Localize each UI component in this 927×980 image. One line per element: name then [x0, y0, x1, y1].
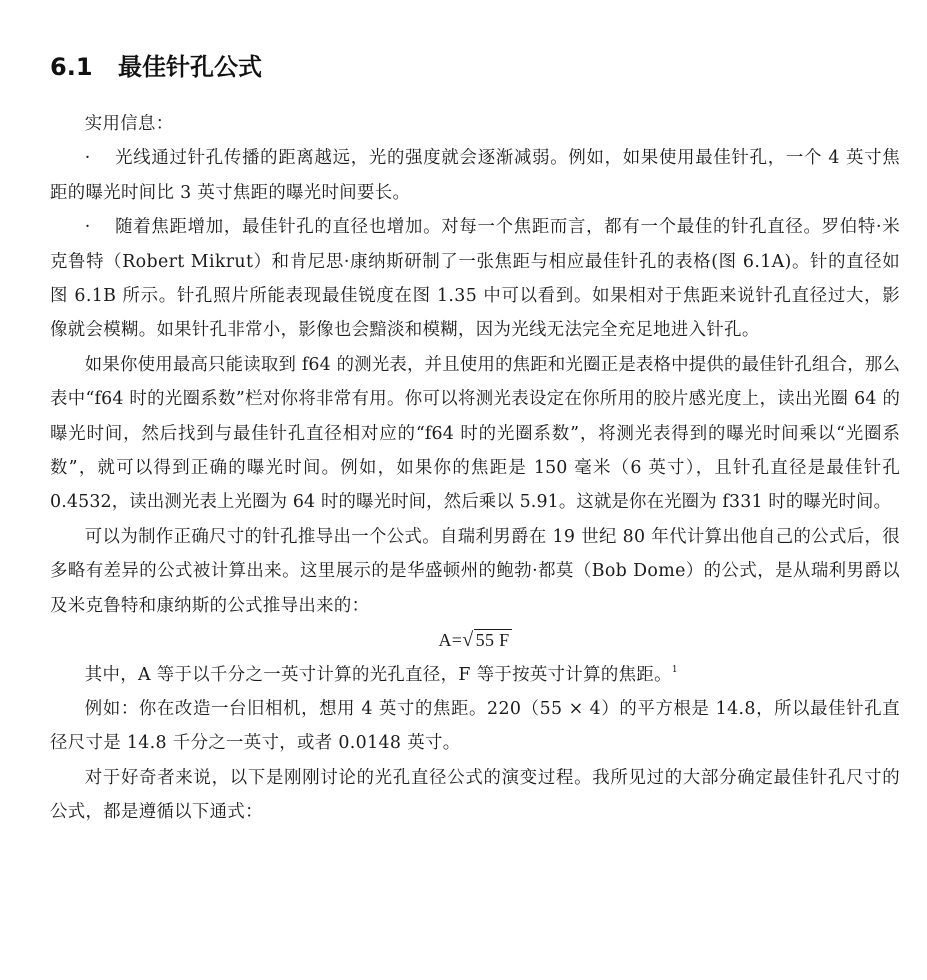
formula-radicand: 55 F	[475, 630, 510, 651]
bullet-text: 随着焦距增加，最佳针孔的直径也增加。对每一个焦距而言，都有一个最佳的针孔直径。罗伯特·米克鲁特（Robert Mikrut）和肯尼思·康纳斯研制了一张焦距与相应最佳针孔的表格(图 6.1A)。针的直径如图 6.1B 所示。针孔照片所能表现最佳锐度在图 1.35 中可以看到。如果相对于焦距来说针孔直径过大，影像就会模糊。如果针孔非常小，影像也会黯淡和模糊，因为光线无法完全充足地进入针孔。	[50, 217, 900, 341]
paragraph-formula-intro: 可以为制作正确尺寸的针孔推导出一个公式。自瑞利男爵在 19 世纪 80 年代计算出他自己的公式后，很多略有差异的公式被计算出来。这里展示的是华盛顿州的鲍勃·都莫（Bob Dome）的公式，是从瑞利男爵以及米克鲁特和康纳斯的公式推导出来的：	[50, 526, 900, 616]
bullet-item	[50, 141, 900, 210]
bullet-item	[50, 210, 900, 348]
intro-label: 实用信息：	[84, 114, 174, 134]
paragraph-definitions	[50, 658, 900, 692]
bullet-dot: ·	[84, 217, 91, 238]
formula	[50, 623, 900, 657]
paragraph-example: 例如：你在改造一台旧相机，想用 4 英寸的焦距。220（55 × 4）的平方根是 14.8，所以最佳针孔直径尺寸是 14.8 千分之一英寸，或者 0.0148 英寸。	[50, 698, 900, 754]
square-root-sign: √	[462, 629, 474, 652]
footnote-marker: 1	[671, 664, 678, 675]
definitions-text: 其中，A 等于以千分之一英寸计算的光孔直径，F 等于按英寸计算的焦距。	[84, 664, 672, 685]
bullet-text: 光线通过针孔传播的距离越远，光的强度就会逐渐减弱。例如，如果使用最佳针孔，一个 4 英寸焦距的曝光时间比 3 英寸焦距的曝光时间要长。	[50, 148, 900, 203]
formula-lhs: A=	[438, 630, 463, 651]
bullet-dot: ·	[84, 148, 91, 169]
paragraph-light-meter: 如果你使用最高只能读取到 f64 的测光表，并且使用的焦距和光圈正是表格中提供的最佳针孔组合，那么表中“f64 时的光圈系数”栏对你将非常有用。你可以将测光表设定在你所用的胶片感光度上，读出光圈 64 的曝光时间，然后找到与最佳针孔直径相对应的“f64 时的光圈系数”，将测光表得到的曝光时间乘以“光圈系数”，就可以得到正确的曝光时间。例如，如果你的焦距是 150 毫米（6 英寸），且针孔直径是最佳针孔 0.4532，读出测光表上光圈为 64 时的曝光时间，然后乘以 5.91。这就是你在光圈为 f331 时的曝光时间。	[50, 354, 900, 513]
body-text	[50, 107, 900, 830]
section-heading	[50, 47, 262, 87]
section-number: 6.1	[50, 53, 93, 81]
paragraph-curious: 对于好奇者来说，以下是刚刚讨论的光孔直径公式的演变过程。我所见过的大部分确定最佳针孔尺寸的公式，都是遵循以下通式：	[50, 767, 900, 823]
section-title: 最佳针孔公式	[118, 53, 262, 81]
